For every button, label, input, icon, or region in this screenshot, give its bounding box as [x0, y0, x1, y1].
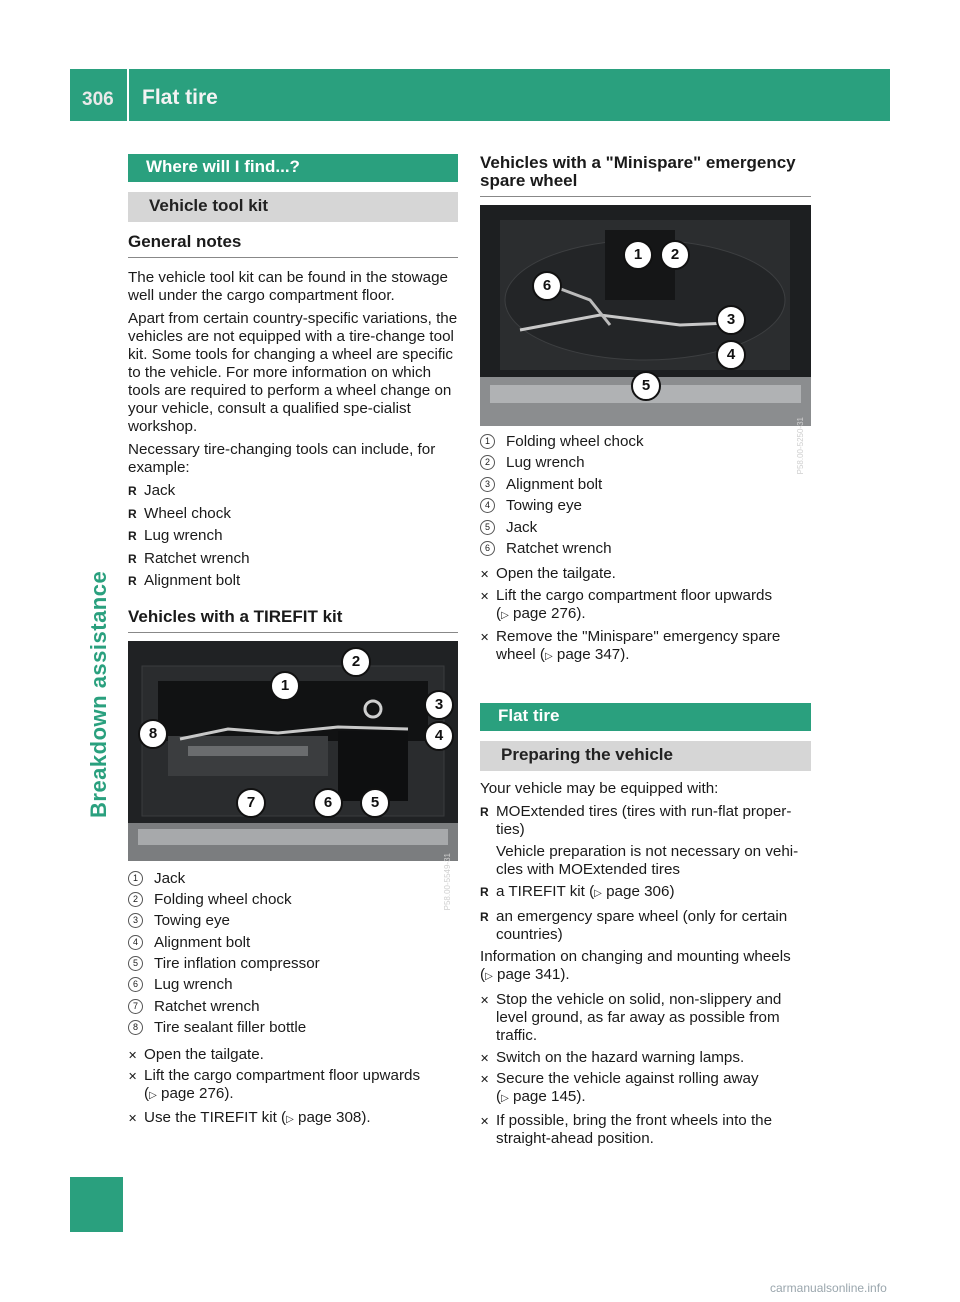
header-separator	[127, 69, 129, 121]
side-tab-marker	[70, 1177, 123, 1232]
list-item: R an emergency spare wheel (only for certain countries)	[480, 907, 788, 943]
page-ref-link[interactable]: page 276).	[161, 1085, 234, 1103]
legend-item: 1 Jack	[128, 870, 458, 888]
legend-item: 5 Jack	[480, 519, 811, 537]
page-ref-link[interactable]: page 308).	[298, 1108, 371, 1126]
page-ref-link[interactable]: page 306)	[606, 883, 675, 901]
legend-item: 6 Lug wrench	[128, 976, 458, 994]
tirefit-legend	[128, 870, 458, 1038]
page-ref-arrow-icon: ▷	[501, 609, 509, 621]
minispare-legend	[480, 433, 811, 558]
page-ref-link[interactable]: page 145).	[513, 1088, 586, 1106]
legend-item: 8 Tire sealant filler bottle	[128, 1019, 458, 1037]
callout-6: 6	[313, 788, 343, 818]
paragraph-info: Information on changing and mounting wheels (▷ page 341).	[480, 948, 791, 984]
list-item: R Ratchet wrench	[128, 549, 250, 567]
heading-general-notes: General notes	[128, 233, 458, 258]
page-ref-arrow-icon: ▷	[149, 1090, 157, 1102]
page-ref-arrow-icon: ▷	[544, 651, 553, 663]
page-ref-arrow-icon: ▷	[485, 971, 493, 983]
action-step: ✕ Remove the "Minispare" emergency spare wheel (▷ page 347).	[480, 628, 781, 664]
callout-4: 4	[424, 721, 454, 751]
callout-3: 3	[424, 690, 454, 720]
section-band-flat-tire: Flat tire	[480, 703, 811, 731]
callout-2: 2	[660, 240, 690, 270]
legend-item: 3 Alignment bolt	[480, 476, 811, 494]
list-item: R Lug wrench	[128, 527, 223, 544]
list-item: R MOExtended tires (tires with run-flat proper-ties) Vehicle preparation is not necessary on vehi-cles with MOExtended tires	[480, 802, 799, 878]
action-step: ✕ If possible, bring the front wheels into the straight-ahead position.	[480, 1111, 773, 1147]
callout-5: 5	[360, 788, 390, 818]
list-item: R Jack	[128, 482, 176, 499]
page-number: 306	[82, 89, 114, 110]
side-section-label	[70, 121, 123, 1233]
legend-item: 4 Alignment bolt	[128, 934, 458, 952]
footer-watermark[interactable]: carmanualsonline.info	[770, 1281, 887, 1295]
heading-tirefit: Vehicles with a TIREFIT kit	[128, 608, 458, 633]
photo-code: P58.00-5250-31	[796, 417, 805, 475]
page-ref-arrow-icon: ▷	[286, 1113, 294, 1125]
page-header	[70, 69, 890, 121]
photo-code: P58.00-5549-31	[443, 852, 452, 910]
callout-2: 2	[341, 647, 371, 677]
callout-5: 5	[631, 371, 661, 401]
callout-1: 1	[270, 671, 300, 701]
list-item: R Alignment bolt	[128, 572, 241, 589]
page-ref-link[interactable]: page 341).	[497, 966, 570, 984]
callout-8: 8	[138, 719, 168, 749]
legend-item: 2 Lug wrench	[480, 454, 811, 472]
paragraph-tools-intro: Necessary tire-changing tools can include, for example:	[128, 441, 436, 476]
paragraph-stowage: The vehicle tool kit can be found in the stowage well under the cargo compartment floor.	[128, 269, 448, 304]
paragraph-equipped: Your vehicle may be equipped with:	[480, 779, 719, 797]
action-step: ✕ Stop the vehicle on solid, non-slippery and level ground, as far away as possible from traffic.	[480, 991, 782, 1045]
paragraph-variations: Apart from certain country-specific variations, the vehicles are not equipped with a tire-change tool kit. Some tools for changing a wheel are specific to the vehicle. For more information on which tools are required to perform a wheel change on your vehicle, consult a qualified spe-cialist workshop.	[128, 310, 458, 435]
action-step: ✕ Secure the vehicle against rolling away (▷ page 145).	[480, 1070, 759, 1106]
legend-item: 2 Folding wheel chock	[128, 891, 458, 909]
legend-item: 1 Folding wheel chock	[480, 433, 811, 451]
right-column	[480, 154, 811, 1151]
callout-4: 4	[716, 340, 746, 370]
legend-item: 5 Tire inflation compressor	[128, 955, 458, 973]
callout-7: 7	[236, 788, 266, 818]
section-band-where: Where will I find...?	[128, 154, 458, 182]
left-column	[128, 154, 458, 1132]
heading-minispare: Vehicles with a "Minispare" emergency spare wheel	[480, 154, 811, 197]
action-step: ✕ Switch on the hazard warning lamps.	[480, 1048, 745, 1066]
action-step: ✕ Lift the cargo compartment floor upwards (▷ page 276).	[480, 586, 773, 622]
callout-1: 1	[623, 240, 653, 270]
list-item: R Wheel chock	[128, 504, 231, 522]
side-tab-text: Breakdown assistance	[86, 570, 111, 818]
action-step: ✕ Open the tailgate.	[480, 565, 616, 583]
list-item: R a TIREFIT kit (▷ page 306)	[480, 883, 675, 901]
action-step: ✕ Open the tailgate.	[128, 1045, 264, 1063]
callout-6: 6	[532, 271, 562, 301]
action-step: ✕ Use the TIREFIT kit (▷ page 308).	[128, 1108, 371, 1126]
section-band-preparing: Preparing the vehicle	[480, 741, 811, 771]
page-ref-link[interactable]: page 347).	[556, 646, 630, 664]
page-ref-link[interactable]: page 276).	[513, 604, 586, 622]
page-ref-arrow-icon: ▷	[594, 888, 602, 900]
page-ref-arrow-icon: ▷	[501, 1093, 509, 1105]
page-title: Flat tire	[142, 86, 218, 109]
legend-item: 3 Towing eye	[128, 912, 458, 930]
legend-item: 6 Ratchet wrench	[480, 540, 811, 558]
legend-item: 4 Towing eye	[480, 497, 811, 515]
callout-3: 3	[716, 305, 746, 335]
legend-item: 7 Ratchet wrench	[128, 998, 458, 1016]
action-step: ✕ Lift the cargo compartment floor upwards (▷ page 276).	[128, 1067, 421, 1103]
section-band-toolkit: Vehicle tool kit	[128, 192, 458, 222]
